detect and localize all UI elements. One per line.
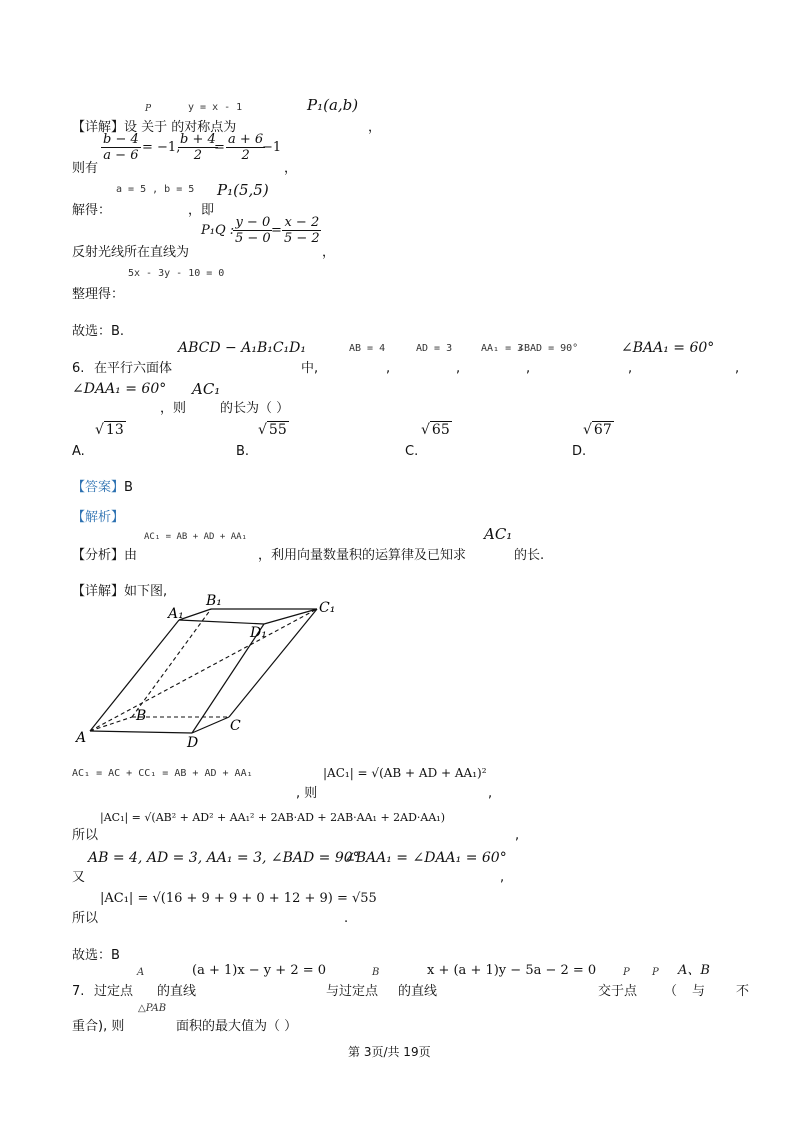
- edge-c1d1: [264, 609, 317, 624]
- vector-chain: AC₁ = AC + CC₁ = AB + AD + AA₁: [72, 768, 253, 779]
- magnitude-formula: |AC₁| = √(AB + AD + AA₁)²: [323, 766, 487, 780]
- eq-minus-one: = −1,: [142, 140, 181, 155]
- point-a: A: [137, 967, 145, 978]
- parallelepiped-figure: [70, 592, 350, 752]
- option-c-label: C.: [405, 444, 419, 459]
- label-c: C: [230, 718, 241, 734]
- solid-name: ABCD − A₁B₁C₁D₁: [178, 340, 307, 356]
- question-text: 在平行六面体: [94, 361, 173, 376]
- label-a: A: [76, 730, 87, 746]
- points-ab: A、B: [678, 963, 710, 978]
- q7-text: 不: [736, 984, 750, 999]
- expanded-formula: |AC₁| = √(AB² + AD² + AA₁² + 2AB·AD + 2AB·AA₁ + 2AD·AA₁): [100, 811, 446, 824]
- fraction-y: $\frac{y - 0}{5 - 0}$: [235, 215, 271, 246]
- fraction-slope: $\frac{b - 4}{a - 6}$: [103, 132, 139, 163]
- zeyou-label: 则有: [72, 161, 99, 176]
- fraction-mid-y: $\frac{b + 4}{2}$: [180, 132, 216, 163]
- comma: ，: [368, 120, 382, 135]
- option-c-value: √ 65: [421, 422, 450, 438]
- question-text: 的长为（ ）: [220, 401, 290, 416]
- fenxi-text: ，利用向量数量积的运算律及已知求: [258, 548, 467, 563]
- comma: ,: [526, 361, 531, 376]
- q7-text: 的直线: [157, 984, 197, 999]
- point-p: P: [623, 967, 630, 978]
- answer-choice: 故选：B.: [72, 324, 125, 339]
- label-b: B: [136, 708, 147, 724]
- edge-a1b1: [179, 609, 211, 620]
- comma: ，: [284, 161, 298, 176]
- comma: ,: [515, 828, 520, 843]
- line-equation: y = x - 1: [188, 102, 243, 113]
- page-footer: 第 3页/共 19页: [348, 1045, 431, 1059]
- option-b-label: B.: [236, 444, 250, 459]
- comma: ,: [488, 786, 493, 801]
- answer-label: 【答案】: [72, 480, 125, 495]
- given-ad: AD = 3: [416, 343, 453, 354]
- fenxi-end: 的长.: [514, 548, 545, 563]
- question-text: 中,: [301, 361, 319, 376]
- equals-sign: =: [271, 223, 282, 238]
- line-result: 5x - 3y - 10 = 0: [128, 268, 225, 279]
- line1-equation: (a + 1)x − y + 2 = 0: [192, 963, 327, 978]
- question-number: 7.: [72, 984, 85, 999]
- period: .: [344, 911, 349, 926]
- point-p1-55: P₁(5,5): [217, 181, 269, 199]
- edge-d1a1: [179, 620, 264, 624]
- ac1-label: AC₁: [484, 525, 513, 543]
- detail-text: 设 关于 的对称点为: [124, 120, 237, 135]
- comma: ,: [386, 361, 391, 376]
- minus-one: −1: [262, 140, 282, 155]
- label-d1: D₁: [250, 625, 267, 641]
- vector-relation: AC₁ = AB + AD + AA₁: [144, 532, 247, 542]
- p1q-label: P₁Q :: [201, 223, 235, 238]
- answer-value: B: [124, 480, 133, 495]
- point-b: B: [372, 967, 380, 978]
- zhengli-label: 整理得：: [72, 287, 125, 302]
- ab-values: a = 5 , b = 5: [116, 184, 195, 195]
- label-b1: B₁: [206, 593, 222, 609]
- answer-choice: 故选：B: [72, 948, 120, 963]
- ji-label: ，即: [188, 203, 215, 218]
- given-ab: AB = 4: [349, 343, 386, 354]
- jiede-label: 解得：: [72, 203, 112, 218]
- given-angles: ∠BAA₁ = ∠DAA₁ = 60°: [344, 850, 507, 866]
- equals-sign: =: [214, 140, 225, 155]
- q7-text: 与: [692, 984, 706, 999]
- comma: ,: [735, 361, 740, 376]
- analysis-label: 【解析】: [72, 510, 125, 525]
- q7-text: 过定点: [94, 984, 134, 999]
- fraction-mid-x: $\frac{a + 6}{2}$: [228, 132, 264, 163]
- fraction-x: $\frac{x - 2}{5 - 2}$: [284, 215, 320, 246]
- q7-text: 重合), 则: [72, 1019, 125, 1034]
- comma: ，: [322, 245, 336, 260]
- edge-ad: [90, 731, 192, 733]
- q7-text: 面积的最大值为（ ）: [176, 1019, 298, 1034]
- given-baa1: ∠BAA₁ = 60°: [621, 340, 715, 356]
- q7-text: 的直线: [398, 984, 438, 999]
- comma: ,: [628, 361, 633, 376]
- fenxi-label: 【分析】: [72, 548, 125, 563]
- point-p-label: P: [145, 104, 152, 114]
- comma: ,: [500, 870, 505, 885]
- option-a-label: A.: [72, 444, 85, 459]
- fanshe-label: 反射光线所在直线为: [72, 245, 190, 260]
- option-a-value: √ 13: [95, 422, 124, 438]
- question-number: 6.: [72, 361, 85, 376]
- detail-text: 如下图,: [124, 584, 168, 599]
- given-values: AB = 4, AD = 3, AA₁ = 3, ∠BAD = 90°: [88, 850, 360, 866]
- label-c1: C₁: [319, 600, 336, 616]
- triangle-pab: △PAB: [138, 1003, 167, 1014]
- detail-label: 【详解】: [72, 120, 125, 135]
- point-p2: P: [652, 967, 659, 978]
- option-b-value: √ 55: [258, 422, 287, 438]
- you-label: 又: [72, 870, 86, 885]
- point-p1: P₁(a,b): [307, 96, 359, 114]
- ac1-label: AC₁: [192, 380, 221, 398]
- detail-label: 【详解】: [72, 584, 125, 599]
- option-d-value: √ 67: [583, 422, 612, 438]
- question-text: ，则: [160, 401, 187, 416]
- line2-equation: x + (a + 1)y − 5a − 2 = 0: [427, 963, 597, 978]
- given-bad: ∠BAD = 90°: [518, 343, 579, 354]
- q7-text: 交于点: [598, 984, 638, 999]
- label-a1: A₁: [168, 606, 184, 622]
- final-calc: |AC₁| = √(16 + 9 + 9 + 0 + 12 + 9) = √55: [100, 891, 377, 906]
- label-d: D: [187, 735, 199, 751]
- suoyi-label: 所以: [72, 911, 99, 926]
- given-aa1: AA₁ = 3: [481, 343, 524, 354]
- fenxi-you: 由: [124, 548, 138, 563]
- given-daa1: ∠DAA₁ = 60°: [72, 381, 167, 397]
- diagonal-ac1: [90, 609, 317, 731]
- ze-label: , 则: [296, 786, 318, 801]
- q7-text: 与过定点: [326, 984, 379, 999]
- option-d-label: D.: [572, 444, 587, 459]
- comma: ,: [456, 361, 461, 376]
- edge-cc1: [229, 609, 317, 717]
- suoyi-label: 所以: [72, 828, 99, 843]
- q7-text: （: [664, 984, 678, 999]
